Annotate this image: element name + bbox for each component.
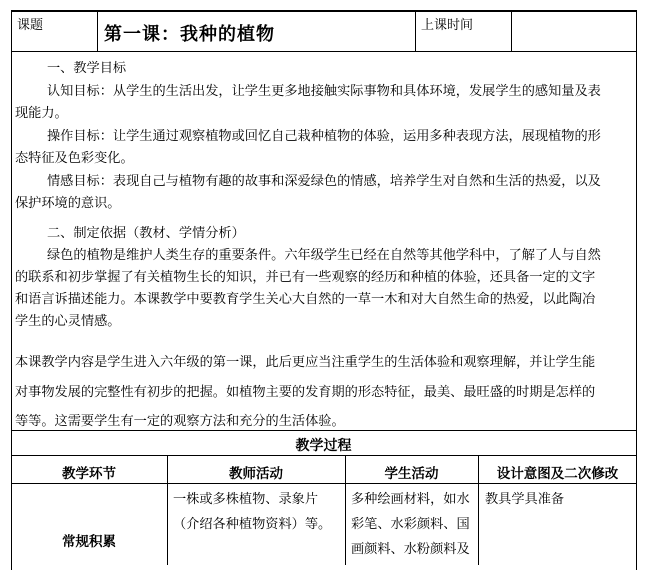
header-divider-3 bbox=[511, 10, 512, 52]
student-activity-line-2: 彩笔、水彩颜料、国 bbox=[351, 517, 470, 532]
col-head-design: 设计意图及二次修改 bbox=[496, 466, 619, 482]
col-head-stage: 教学环节 bbox=[62, 466, 116, 482]
cognitive-objective-line-2: 现能力。 bbox=[15, 106, 68, 121]
header-bottom-border bbox=[11, 51, 637, 52]
basis-heading: 二、制定依据（教材、学情分析） bbox=[47, 226, 245, 241]
col-head-teacher: 教师活动 bbox=[229, 466, 283, 482]
design-intent-cell bbox=[485, 487, 564, 512]
objectives-section bbox=[15, 58, 601, 216]
teacher-activity-cell bbox=[173, 487, 331, 537]
teacher-activity-line-1: 一株或多株植物、录象片 bbox=[173, 492, 319, 507]
objectives-heading: 一、教学目标 bbox=[47, 61, 127, 76]
process-top-border bbox=[11, 430, 637, 431]
header-divider-1 bbox=[97, 10, 98, 52]
process-heading-bottom bbox=[11, 455, 637, 456]
emotional-objective-line-2: 保护环境的意识。 bbox=[15, 196, 121, 211]
design-intent-line-1: 教具学具准备 bbox=[485, 492, 565, 507]
header-divider-2 bbox=[415, 10, 416, 52]
cognitive-objective-line-1: 认知目标：从学生的生活出发，让学生更多地接触实际事物和具体环境，发展学生的感知量及表 bbox=[47, 83, 601, 99]
basis-line-1: 绿色的植物是维护人类生存的重要条件。六年级学生已经在自然等其他学科中，了解了人与自然 bbox=[47, 248, 601, 263]
basis-line-2: 的联系和初步掌握了有关植物生长的知识，并已有一些观察的经历和种植的体验，还具备一定的文字 bbox=[15, 270, 596, 285]
operational-objective-line-1: 操作目标：让学生通过观察植物或回忆自己栽种植物的体验，运用多种表现方法，展现植物的形 bbox=[47, 128, 601, 144]
content-section bbox=[15, 348, 595, 437]
course-label: 课题 bbox=[17, 18, 44, 33]
content-line-2: 对事物发展的完整性有初步的把握。如植物主要的发育期的形态特征，最美、最旺盛的时期是怎样的 bbox=[15, 384, 596, 400]
lesson-title: 第一课：我种的植物 bbox=[104, 24, 275, 45]
basis-line-3: 和语言诉描述能力。本课教学中要教育学生关心大自然的一草一木和对大自然生命的热爱，以此陶冶 bbox=[15, 292, 596, 307]
class-time-label: 上课时间 bbox=[421, 18, 474, 33]
teacher-activity-line-2: （介绍各种植物资料）等。 bbox=[173, 517, 332, 532]
student-activity-line-1: 多种绘画材料，如水 bbox=[351, 492, 470, 507]
stage-cell: 常规积累 bbox=[62, 534, 116, 550]
student-activity-line-3: 画颜料、水粉颜料及 bbox=[351, 542, 470, 557]
basis-section bbox=[15, 223, 601, 333]
content-line-3: 等等。这需要学生有一定的观察方法和充分的生活体验。 bbox=[15, 414, 345, 429]
operational-objective-line-2: 态特征及色彩变化。 bbox=[15, 151, 134, 166]
col-head-bottom bbox=[11, 483, 637, 484]
student-activity-cell bbox=[351, 487, 470, 562]
basis-line-4: 学生的心灵情感。 bbox=[15, 314, 121, 329]
process-heading: 教学过程 bbox=[295, 438, 352, 454]
content-line-1: 本课教学内容是学生进入六年级的第一课，此后更应当注重学生的生活体验和观察理解，并让学生能 bbox=[15, 355, 596, 370]
col-head-student: 学生活动 bbox=[384, 466, 439, 482]
emotional-objective-line-1: 情感目标：表现自己与植物有趣的故事和深爱绿色的情感，培养学生对自然和生活的热爱，以及 bbox=[47, 173, 601, 189]
